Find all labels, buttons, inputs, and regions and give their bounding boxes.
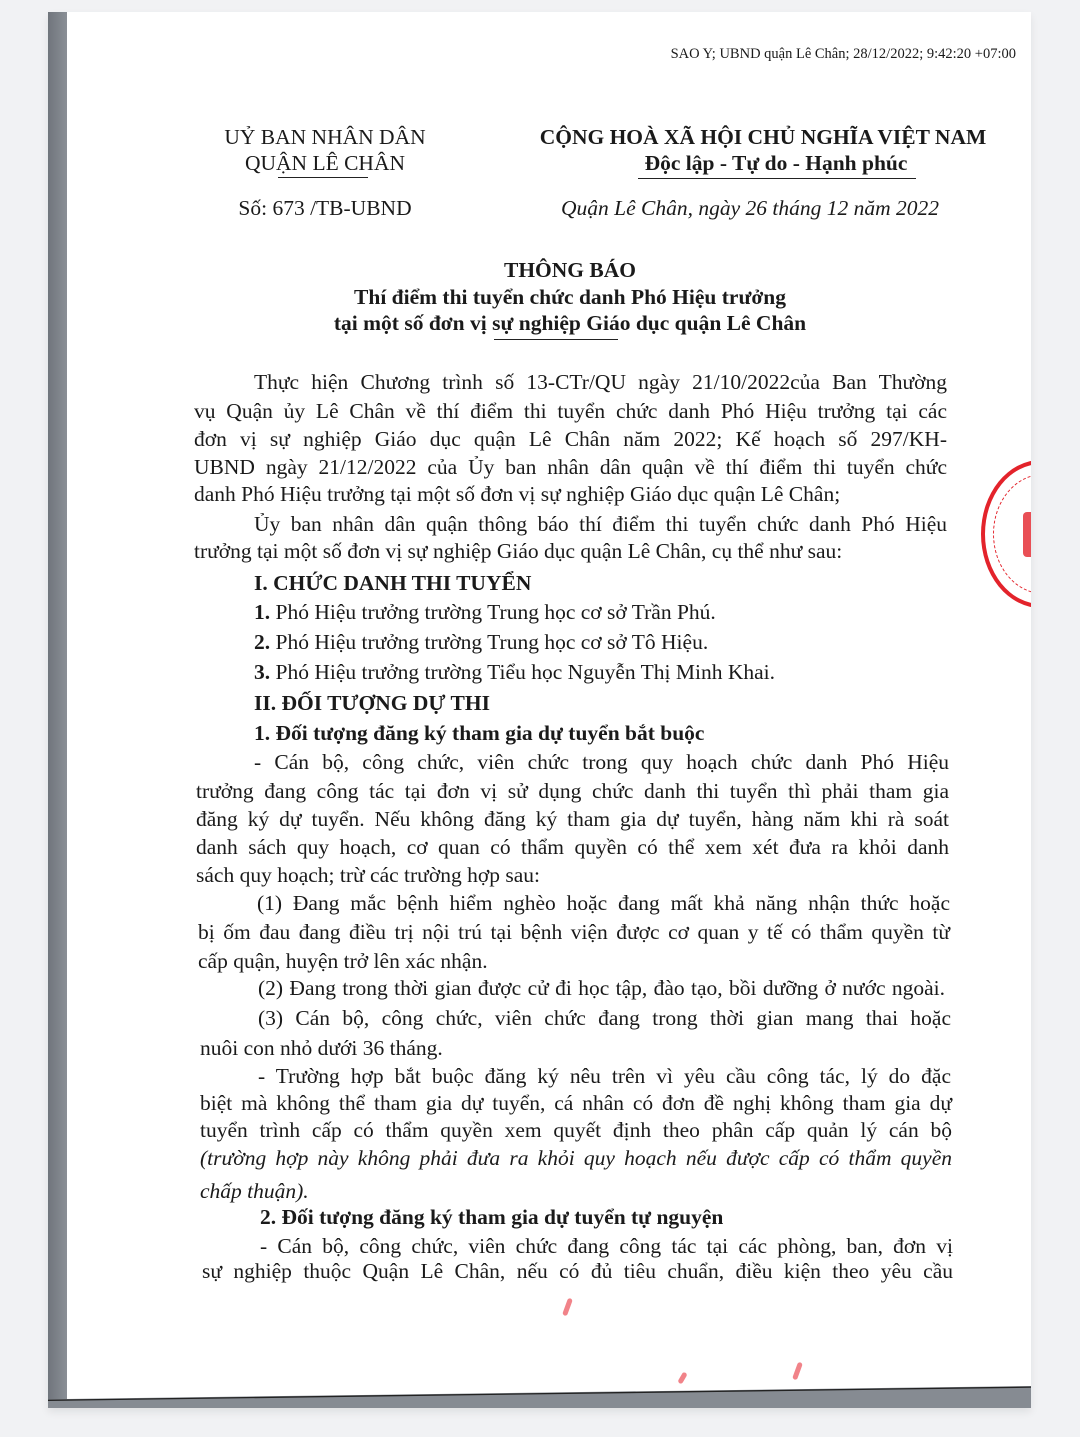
red-ink-mark xyxy=(562,1298,573,1317)
subsection-heading-1: 1. Đối tượng đăng ký tham gia dự tuyển bắt buộc xyxy=(254,721,705,745)
document-page xyxy=(48,12,1031,1408)
official-seal-emblem xyxy=(1023,512,1031,557)
nation-title: CỘNG HOÀ XÃ HỘI CHỦ NGHĨA VIỆT NAM xyxy=(539,125,987,149)
subtitle-underline xyxy=(494,339,618,340)
body-line: danh Phó Hiệu trưởng tại một số đơn vị sự nghiệp Giáo dục quận Lê Chân; xyxy=(194,482,841,506)
body-line: Ủy ban nhân dân quận thông báo thí điểm thi tuyển chức danh Phó Hiệu xyxy=(254,512,947,536)
body-line: nuôi con nhỏ dưới 36 tháng. xyxy=(200,1036,443,1060)
notice-subtitle-2: tại một số đơn vị sự nghiệp Giáo dục quận Lê Chân xyxy=(333,311,807,335)
list-number: 2. xyxy=(254,630,271,654)
body-line: tuyển trình cấp có thẩm quyền xem quyết định theo phân cấp quản lý cán bộ xyxy=(200,1118,952,1142)
motto-underline xyxy=(638,178,916,179)
body-line: sách quy hoạch; trừ các trường hợp sau: xyxy=(196,863,540,887)
body-line: Thực hiện Chương trình số 13-CTr/QU ngày 21/10/2022của Ban Thường xyxy=(254,370,947,394)
list-item-2 xyxy=(254,629,708,655)
issuer-underline xyxy=(278,177,368,178)
body-line: (trường hợp này không phải đưa ra khỏi quy hoạch nếu được cấp có thẩm quyền xyxy=(200,1146,952,1170)
nation-motto: Độc lập - Tự do - Hạnh phúc xyxy=(644,151,908,175)
list-number: 1. xyxy=(254,600,271,624)
body-line: danh sách quy hoạch, cơ quan có thẩm quyền có thể xem xét đưa ra khỏi danh xyxy=(196,835,949,859)
notice-title: THÔNG BÁO xyxy=(503,258,636,282)
notice-subtitle-1: Thí điểm thi tuyển chức danh Phó Hiệu trưởng xyxy=(354,285,786,309)
body-line: trưởng đang công tác tại đơn vị sử dụng chức danh thi tuyển thì phải tham gia xyxy=(196,779,949,803)
body-line: UBND ngày 21/12/2022 của Ủy ban nhân dân quận về thí điểm thi tuyển chức xyxy=(194,455,947,479)
red-ink-mark xyxy=(677,1372,687,1385)
body-line: - Cán bộ, công chức, viên chức đang công tác tại các phòng, ban, đơn vị xyxy=(260,1234,953,1258)
body-line: - Trường hợp bắt buộc đăng ký nêu trên vì yêu cầu công tác, lý do đặc xyxy=(258,1064,951,1088)
list-text: Phó Hiệu trưởng trường Tiểu học Nguyễn Thị Minh Khai. xyxy=(275,660,776,684)
subsection-heading-2: 2. Đối tượng đăng ký tham gia dự tuyển tự nguyện xyxy=(260,1205,724,1229)
body-line: sự nghiệp thuộc Quận Lê Chân, nếu có đủ tiêu chuẩn, điều kiện theo yêu cầu xyxy=(202,1259,953,1283)
list-number: 3. xyxy=(254,660,271,684)
body-line: biệt mà không thể tham gia dự tuyển, cá nhân có đơn đề nghị không tham gia dự xyxy=(200,1091,952,1115)
body-line: cấp quận, huyện trở lên xác nhận. xyxy=(198,949,488,973)
section-heading-1: I. CHỨC DANH THI TUYỂN xyxy=(254,571,532,595)
red-ink-mark xyxy=(792,1362,803,1381)
issuer-line2: QUẬN LÊ CHÂN xyxy=(244,151,406,175)
body-line: (1) Đang mắc bệnh hiểm nghèo hoặc đang mất khả năng nhận thức hoặc xyxy=(257,891,950,915)
body-line: trưởng tại một số đơn vị sự nghiệp Giáo dục quận Lê Chân, cụ thể như sau: xyxy=(194,539,843,563)
list-text: Phó Hiệu trưởng trường Trung học cơ sở Trần Phú. xyxy=(275,600,716,624)
issuer-line1: UỶ BAN NHÂN DÂN xyxy=(224,125,426,149)
body-line: - Cán bộ, công chức, viên chức trong quy hoạch chức danh Phó Hiệu xyxy=(254,750,949,774)
body-line: chấp thuận). xyxy=(200,1179,309,1203)
body-line: vụ Quận ủy Lê Chân về thí điểm thi tuyển chức danh Phó Hiệu trưởng tại các xyxy=(194,399,947,423)
list-text: Phó Hiệu trưởng trường Trung học cơ sở Tô Hiệu. xyxy=(275,630,709,654)
list-item-1 xyxy=(254,599,716,625)
section-heading-2: II. ĐỐI TƯỢNG DỰ THI xyxy=(254,691,490,715)
scan-edge-left xyxy=(48,12,67,1408)
body-line: (2) Đang trong thời gian được cử đi học tập, đào tạo, bồi dưỡng ở nước ngoài. xyxy=(258,976,945,1000)
body-line: (3) Cán bộ, công chức, viên chức đang trong thời gian mang thai hoặc xyxy=(258,1006,951,1030)
list-item-3 xyxy=(254,659,775,685)
body-line: đăng ký dự tuyển. Nếu không đăng ký tham gia dự tuyển, hàng năm khi rà soát xyxy=(196,807,949,831)
body-line: đơn vị sự nghiệp Giáo dục quận Lê Chân năm 2022; Kế hoạch số 297/KH- xyxy=(194,427,947,451)
document-number: Số: 673 /TB-UBND xyxy=(238,196,412,220)
body-line: bị ốm đau đang điều trị nội trú tại bệnh viện được cơ quan y tế có thẩm quyền từ xyxy=(198,920,950,944)
place-date: Quận Lê Chân, ngày 26 tháng 12 năm 2022 xyxy=(560,196,940,220)
digital-copy-stamp: SAO Y; UBND quận Lê Chân; 28/12/2022; 9:42:20 +07:00 xyxy=(670,46,1016,62)
